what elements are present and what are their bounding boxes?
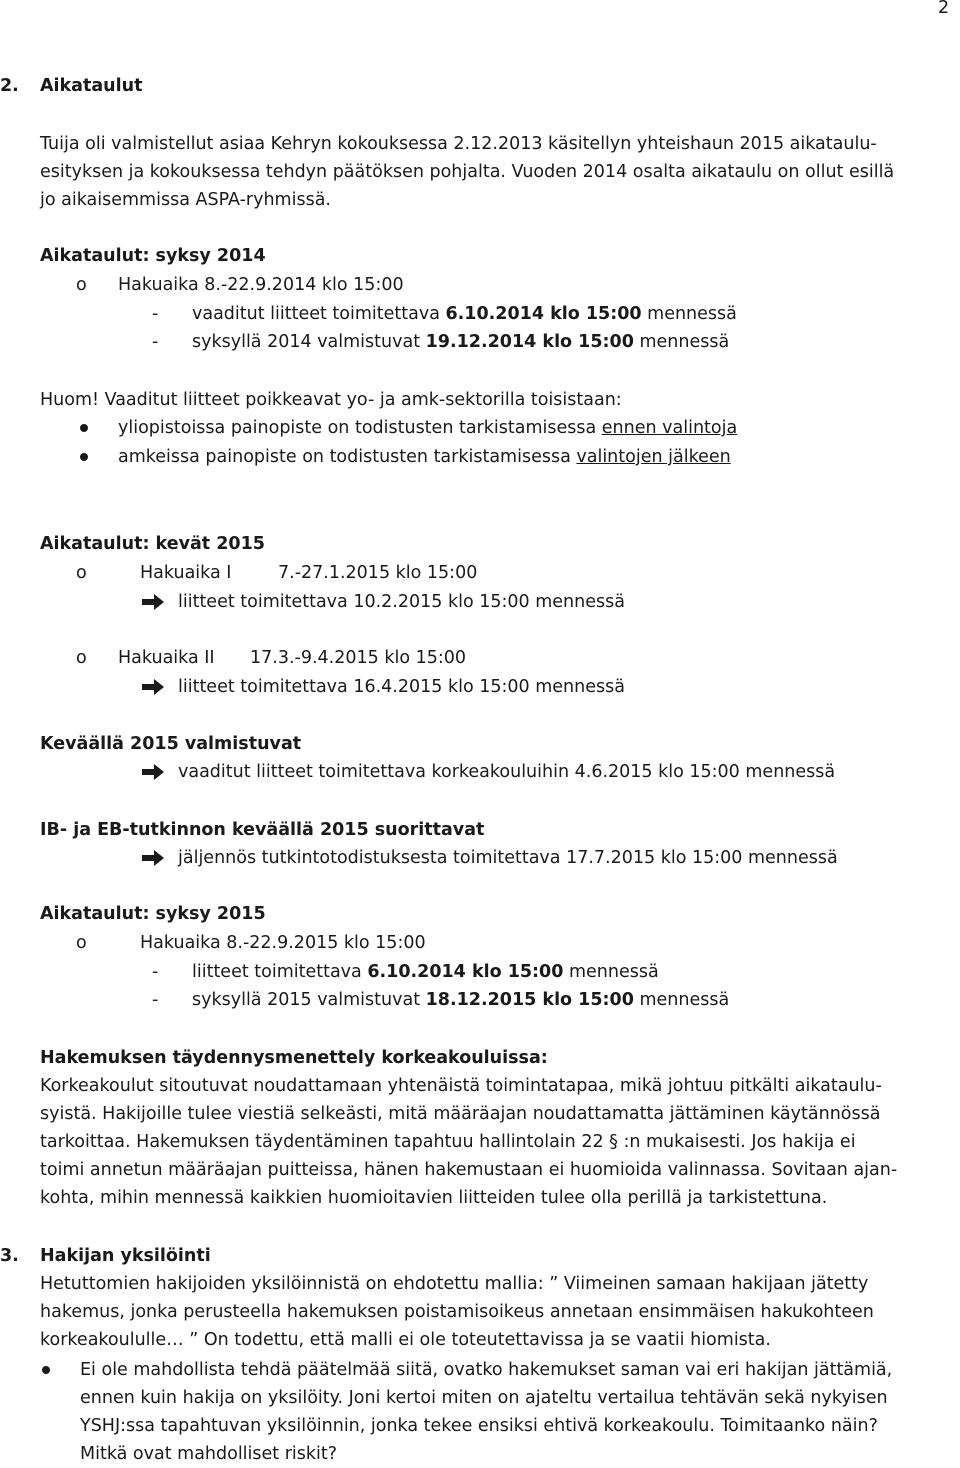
- autumn-2014-heading: Aikataulut: syksy 2014: [40, 246, 266, 266]
- intro-line-2: esityksen ja kokouksessa tehdyn päätöksen pohjalta. Vuoden 2014 osalta aikataulu on ollut esillä: [40, 162, 895, 182]
- bullet-dot-icon: [42, 1366, 50, 1374]
- autumn-2014-line-2: syksyllä 2014 valmistuvat 19.12.2014 klo 15:00 mennessä: [192, 332, 730, 352]
- autumn-2014-hakuaika: Hakuaika 8.-22.9.2014 klo 15:00: [118, 275, 404, 295]
- autumn-2015-heading: Aikataulut: syksy 2015: [40, 904, 266, 924]
- section-3-line-3: korkeakoululle… ” On todettu, että malli ei ole toteutettavissa ja se vaatii hiomista.: [40, 1330, 771, 1350]
- autumn-2014-dash-2: -: [152, 332, 159, 352]
- hakuaika-2-date: 17.3.-9.4.2015 klo 15:00: [250, 648, 467, 668]
- arrow-right-icon: [142, 679, 164, 695]
- supplement-line-5: kohta, mihin mennessä kaikkien huomioitavien liitteiden tulee olla perillä ja tarkistettuna.: [40, 1188, 828, 1208]
- supplement-line-1: Korkeakoulut sitoutuvat noudattamaan yhtenäistä toimintatapaa, mikä johtuu pitkälti aikataulu-: [40, 1076, 882, 1096]
- section-3-number: 3.: [0, 1246, 19, 1266]
- section-3-bullet-line-3: YSHJ:ssa tapahtuvan yksilöinnin, jonka tekee ensiksi ehtivä korkeakoulu. Toimitaanko näin?: [80, 1416, 878, 1436]
- intro-line-3: jo aikaisemmissa ASPA-ryhmissä.: [40, 190, 331, 210]
- huom-bullet-1: yliopistoissa painopiste on todistusten tarkistamisessa ennen valintoja: [118, 418, 738, 438]
- section-3-bullet-line-4: Mitkä ovat mahdolliset riskit?: [80, 1444, 338, 1464]
- arrow-right-icon: [142, 850, 164, 866]
- ib-eb-jaljennos: jäljennös tutkintotodistuksesta toimitettava 17.7.2015 klo 15:00 mennessä: [178, 848, 838, 868]
- autumn-2015-hakuaika: Hakuaika 8.-22.9.2015 klo 15:00: [140, 933, 426, 953]
- spring-2015-heading: Aikataulut: kevät 2015: [40, 534, 265, 554]
- supplement-line-4: toimi annetun määräajan puitteissa, hänen hakemustaan ei huomioida valinnassa. Sovitaan ajan-: [40, 1160, 898, 1180]
- autumn-2014-dash-1: -: [152, 304, 159, 324]
- hakuaika-2-liitteet: liitteet toimitettava 16.4.2015 klo 15:00 mennessä: [178, 677, 625, 697]
- hakuaika-1-label: Hakuaika I: [140, 563, 232, 583]
- autumn-2014-line-1: vaaditut liitteet toimitettava 6.10.2014 klo 15:00 mennessä: [192, 304, 737, 324]
- autumn-2015-bullet: o: [76, 933, 87, 953]
- section-3-line-1: Hetuttomien hakijoiden yksilöinnistä on ehdotettu mallia: ” Viimeinen samaan hakijaan jätetty: [40, 1274, 869, 1294]
- spring-2015-bullet-2: o: [76, 648, 87, 668]
- section-2-title: Aikataulut: [40, 76, 143, 96]
- autumn-2015-dash-1: -: [152, 962, 159, 982]
- autumn-2015-line-2: syksyllä 2015 valmistuvat 18.12.2015 klo 15:00 mennessä: [192, 990, 730, 1010]
- intro-line-1: Tuija oli valmistellut asiaa Kehryn kokouksessa 2.12.2013 käsitellyn yhteishaun 2015 aikataulu-: [40, 134, 877, 154]
- page-number: 2: [938, 0, 950, 18]
- bullet-dot-icon: [80, 424, 88, 432]
- hakuaika-1-liitteet: liitteet toimitettava 10.2.2015 klo 15:00 mennessä: [178, 592, 625, 612]
- autumn-2015-line-1: liitteet toimitettava 6.10.2014 klo 15:00 mennessä: [192, 962, 659, 982]
- autumn-2015-dash-2: -: [152, 990, 159, 1010]
- arrow-right-icon: [142, 764, 164, 780]
- hakuaika-1-date: 7.-27.1.2015 klo 15:00: [278, 563, 478, 583]
- hakuaika-2-label: Hakuaika II: [118, 648, 215, 668]
- supplement-line-3: tarkoittaa. Hakemuksen täydentäminen tapahtuu hallintolain 22 § :n mukaisesti. Jos hakija ei: [40, 1132, 856, 1152]
- section-2-number: 2.: [0, 76, 19, 96]
- grads-2015-heading: Keväällä 2015 valmistuvat: [40, 734, 302, 754]
- grads-2015-liitteet: vaaditut liitteet toimitettava korkeakouluihin 4.6.2015 klo 15:00 mennessä: [178, 762, 836, 782]
- section-3-bullet-line-1: Ei ole mahdollista tehdä päätelmää siitä, ovatko hakemukset saman vai eri hakijan jättämiä,: [80, 1360, 893, 1380]
- section-3-title: Hakijan yksilöinti: [40, 1246, 211, 1266]
- section-3-bullet-line-2: ennen kuin hakija on yksilöity. Joni kertoi miten on ajateltu vertailua tehtävän sekä nykyisen: [80, 1388, 888, 1408]
- arrow-right-icon: [142, 594, 164, 610]
- ib-eb-heading: IB- ja EB-tutkinnon keväällä 2015 suorittavat: [40, 820, 485, 840]
- huom-note: Huom! Vaaditut liitteet poikkeavat yo- ja amk-sektorilla toisistaan:: [40, 390, 622, 410]
- section-3-line-2: hakemus, jonka perusteella hakemuksen poistamisoikeus annetaan ensimmäisen hakukohteen: [40, 1302, 874, 1322]
- supplement-line-2: syistä. Hakijoille tulee viestiä selkeästi, mitä määräajan noudattamatta jättäminen käytännössä: [40, 1104, 881, 1124]
- autumn-2014-bullet: o: [76, 275, 87, 295]
- supplement-heading: Hakemuksen täydennysmenettely korkeakouluissa:: [40, 1048, 548, 1068]
- bullet-dot-icon: [80, 453, 88, 461]
- huom-bullet-2: amkeissa painopiste on todistusten tarkistamisessa valintojen jälkeen: [118, 447, 731, 467]
- spring-2015-bullet-1: o: [76, 563, 87, 583]
